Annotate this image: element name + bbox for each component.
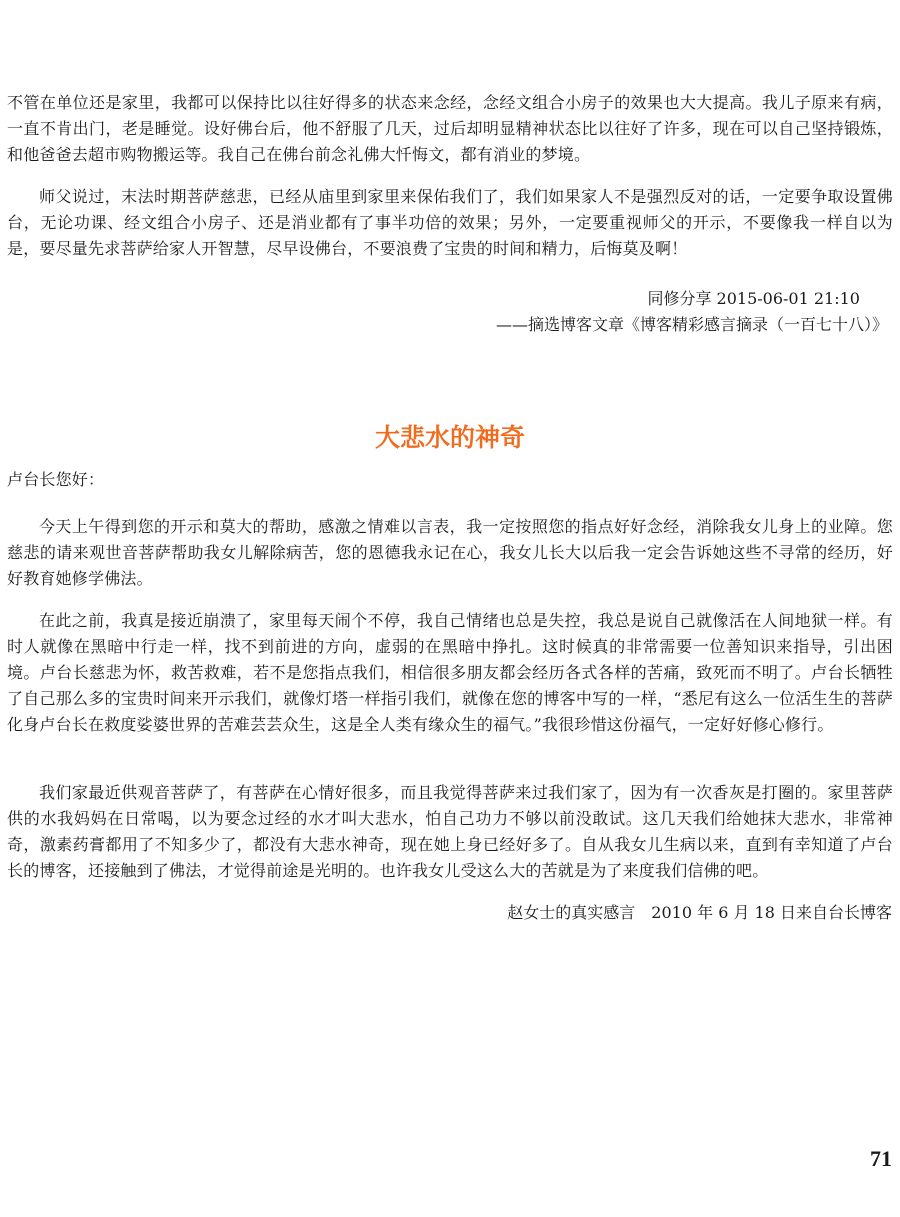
previous-article-paragraph-1: 不管在单位还是家里，我都可以保持比以往好得多的状态来念经，念经文组合小房子的效果也大大提高。我儿子原来有病，一直不肯出门，老是睡觉。设好佛台后，他不舒服了几天，过后却明显精神状态比以往好了许多，现在可以自己坚持锻炼，和他爸爸去超市购物搬运等。我自己在佛台前念礼佛大忏悔文，都有消业的梦境。 — [7, 93, 893, 164]
article-greeting: 卢台长您好： — [7, 470, 105, 489]
previous-article-signature: 同修分享 2015-06-01 21:10 — [647, 289, 860, 308]
article-paragraph-3: 我们家最近供观音菩萨了，有菩萨在心情好很多，而且我觉得菩萨来过我们家了，因为有一次香灰是打圈的。家里菩萨供的水我妈妈在日常喝，以为要念过经的水才叫大悲水，怕自己功力不够以前没敢试。这几天我们给她抹大悲水，非常神奇，激素药膏都用了不知多少了，都没有大悲水神奇，现在她上身已经好多了。自从我女儿生病以来，直到有幸知道了卢台长的博客，还接触到了佛法，才觉得前途是光明的。也许我女儿受这么大的苦就是为了来度我们信佛的吧。 — [7, 783, 893, 880]
page-number: 71 — [870, 1146, 892, 1171]
article-paragraph-2: 在此之前，我真是接近崩溃了，家里每天闹个不停，我自己情绪也总是失控，我总是说自己就像活在人间地狱一样。有时人就像在黑暗中行走一样，找不到前进的方向，虚弱的在黑暗中挣扎。这时候真的非常需要一位善知识来指导，引出困境。卢台长慈悲为怀，救苦救难，若不是您指点我们，相信很多朋友都会经历各式各样的苦痛，致死而不明了。卢台长牺牲了自己那么多的宝贵时间来开示我们，就像灯塔一样指引我们，就像在您的博客中写的一样，“悉尼有这么一位活生生的菩萨化身卢台长在救度娑婆世界的苦难芸芸众生，这是全人类有缘众生的福气。”我很珍惜这份福气，一定好好修心修行。 — [7, 611, 893, 734]
previous-article-source: ——摘选博客文章《博客精彩感言摘录（一百七十八）》 — [495, 315, 888, 334]
previous-article-paragraph-2: 师父说过，末法时期菩萨慈悲，已经从庙里到家里来保佑我们了，我们如果家人不是强烈反对的话，一定要争取设置佛台，无论功课、经文组合小房子、还是消业都有了事半功倍的效果；另外，一定要重视师父的开示，不要像我一样自以为是，要尽量先求菩萨给家人开智慧，尽早设佛台，不要浪费了宝贵的时间和精力，后悔莫及啊！ — [7, 187, 893, 258]
article-signature: 赵女士的真实感言 2010 年 6 月 18 日来自台长博客 — [507, 903, 892, 922]
article-paragraph-1: 今天上午得到您的开示和莫大的帮助，感激之情难以言表，我一定按照您的指点好好念经，消除我女儿身上的业障。您慈悲的请来观世音菩萨帮助我女儿解除病苦，您的恩德我永记在心，我女儿长大以后我一定会告诉她这些不寻常的经历，好好教育她修学佛法。 — [7, 517, 893, 588]
article-title: 大悲水的神奇 — [374, 423, 525, 452]
